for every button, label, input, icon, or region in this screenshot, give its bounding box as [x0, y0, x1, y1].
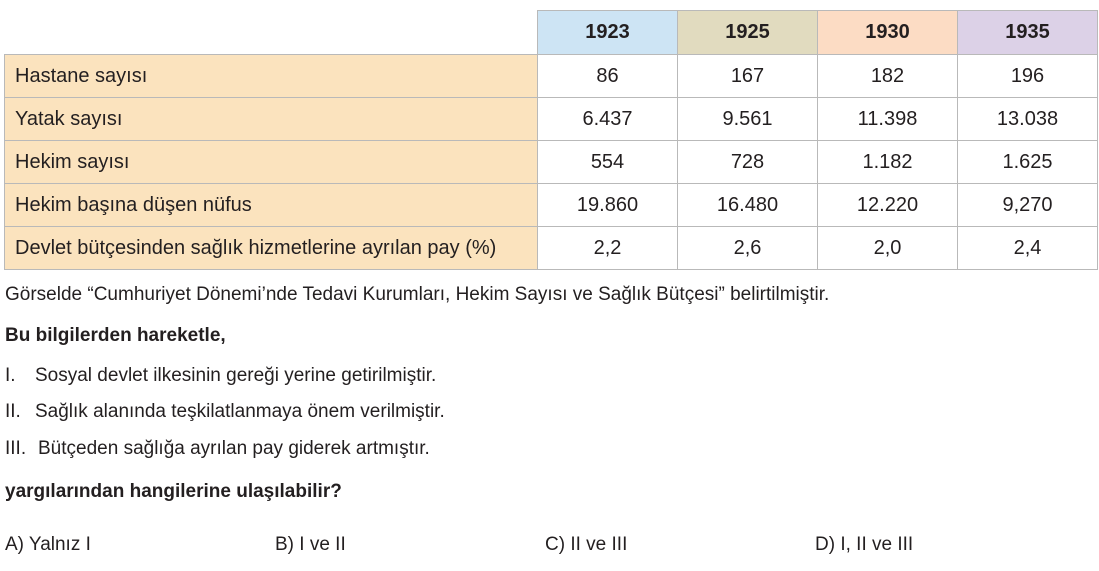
row-label: Devlet bütçesinden sağlık hizmetlerine ayrılan pay (%): [5, 227, 538, 270]
question-prompt: yargılarından hangilerine ulaşılabilir?: [5, 481, 342, 502]
table-cell: 2,0: [818, 227, 958, 270]
table-cell: 182: [818, 55, 958, 98]
row-label: Hekim başına düşen nüfus: [5, 184, 538, 227]
table-row: [5, 227, 1098, 270]
statement-item: [5, 438, 430, 460]
statement-number: III.: [5, 438, 27, 459]
table-cell: 1.182: [818, 141, 958, 184]
statement-text: Sağlık alanında teşkilatlanmaya önem verilmiştir.: [35, 401, 445, 422]
table-row: [5, 98, 1098, 141]
table-cell: 2,4: [958, 227, 1098, 270]
table-row: [5, 184, 1098, 227]
table-cell: 19.860: [538, 184, 678, 227]
row-label: Hastane sayısı: [5, 55, 538, 98]
table-cell: 167: [678, 55, 818, 98]
option-b[interactable]: B) I ve II: [275, 534, 346, 555]
table-row: [5, 141, 1098, 184]
statement-number: II.: [5, 401, 21, 422]
table-cell: 554: [538, 141, 678, 184]
year-header: 1925: [678, 11, 818, 55]
statement-text: Bütçeden sağlığa ayrılan pay giderek artmıştır.: [38, 438, 430, 459]
option-d[interactable]: D) I, II ve III: [815, 534, 914, 555]
option-a[interactable]: A) Yalnız I: [5, 534, 91, 555]
statement-item: [5, 365, 436, 387]
year-header: 1935: [958, 11, 1098, 55]
year-header: 1923: [538, 11, 678, 55]
table-cell: 2,6: [678, 227, 818, 270]
table-cell: 86: [538, 55, 678, 98]
statement-number: I.: [5, 365, 16, 386]
table-cell: 196: [958, 55, 1098, 98]
table-cell: 9,270: [958, 184, 1098, 227]
table-cell: 11.398: [818, 98, 958, 141]
header-corner: [5, 11, 538, 55]
question-lead: Bu bilgilerden hareketle,: [5, 325, 226, 346]
question-intro: Görselde “Cumhuriyet Dönemi’nde Tedavi Kurumları, Hekim Sayısı ve Sağlık Bütçesi” belirtilmiştir.: [5, 284, 830, 305]
option-c[interactable]: C) II ve III: [545, 534, 628, 555]
table-cell: 728: [678, 141, 818, 184]
data-table: [4, 10, 1098, 270]
table-cell: 1.625: [958, 141, 1098, 184]
year-header: 1930: [818, 11, 958, 55]
table-cell: 2,2: [538, 227, 678, 270]
table-cell: 6.437: [538, 98, 678, 141]
statement-item: [5, 401, 445, 423]
table-cell: 13.038: [958, 98, 1098, 141]
statement-text: Sosyal devlet ilkesinin gereği yerine getirilmiştir.: [35, 365, 437, 386]
table-cell: 9.561: [678, 98, 818, 141]
table-cell: 16.480: [678, 184, 818, 227]
table-header-row: [5, 11, 1098, 55]
table-row: [5, 55, 1098, 98]
row-label: Yatak sayısı: [5, 98, 538, 141]
table-cell: 12.220: [818, 184, 958, 227]
row-label: Hekim sayısı: [5, 141, 538, 184]
